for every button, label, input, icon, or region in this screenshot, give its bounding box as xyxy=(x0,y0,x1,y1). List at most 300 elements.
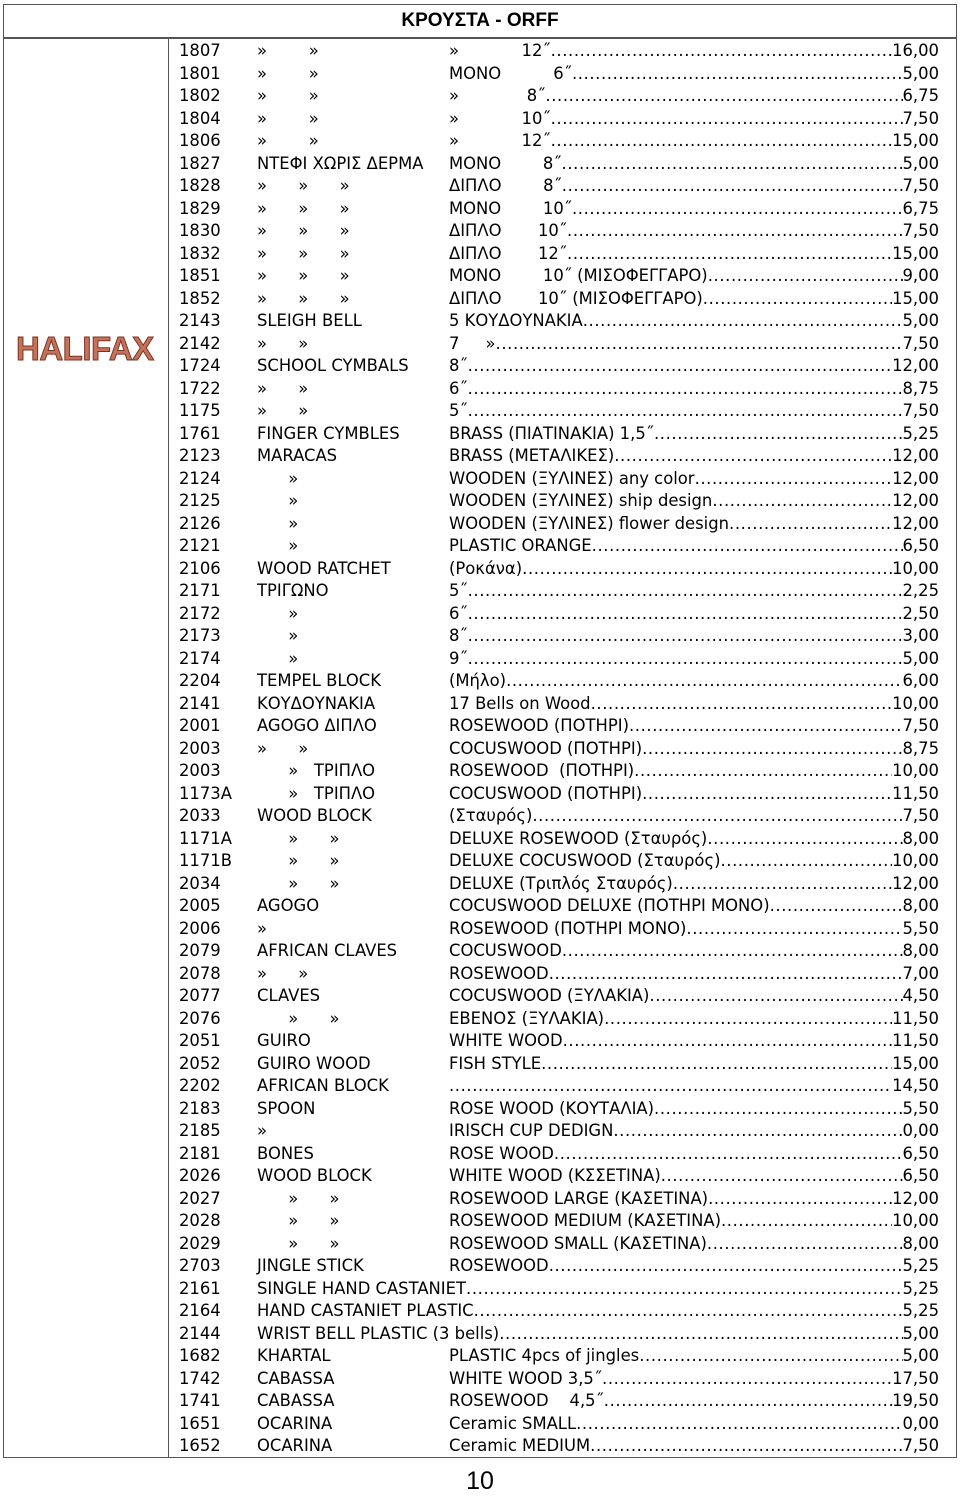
item-name: WOOD RATCHET xyxy=(257,558,391,578)
price-row xyxy=(179,513,939,536)
item-price: 12,00 xyxy=(892,356,939,375)
item-name: » » xyxy=(257,63,319,83)
item-description: 9˝ xyxy=(449,648,468,668)
halifax-logo: HALIFAX xyxy=(16,330,154,367)
price-row xyxy=(179,1075,939,1098)
dot-leader xyxy=(613,1120,902,1143)
item-price: 7,50 xyxy=(902,333,939,353)
dot-leader xyxy=(551,108,903,131)
item-description: ROSEWOOD SMALL (ΚΑΣΕΤΙΝΑ) xyxy=(449,1233,707,1253)
item-code: 2164 xyxy=(179,1301,221,1320)
dot-leader xyxy=(554,1143,903,1166)
price-row xyxy=(179,108,939,131)
price-row xyxy=(179,400,939,423)
dot-leader xyxy=(572,198,903,221)
item-price: 5,00 xyxy=(902,1346,939,1365)
item-name: » xyxy=(257,918,268,938)
item-code: 1801 xyxy=(179,63,221,83)
price-row xyxy=(179,558,939,581)
price-row xyxy=(179,828,939,851)
item-name: CABASSA xyxy=(257,1391,335,1410)
dot-leader xyxy=(545,85,902,108)
dot-leader xyxy=(468,400,903,423)
item-description: ΕΒΕΝΟΣ (ΞΥΛΑΚΙΑ) xyxy=(449,1008,605,1028)
item-name: ΚΟΥΔΟΥΝΑΚΙΑ xyxy=(257,693,376,713)
item-name: WRIST BELL PLASTIC (3 bells) xyxy=(257,1323,500,1343)
item-description: ROSEWOOD MEDIUM (ΚΑΣΕΤΙΝΑ) xyxy=(449,1211,721,1230)
dot-leader xyxy=(721,1210,892,1233)
item-price: 12,00 xyxy=(892,1188,939,1208)
item-price: 6,75 xyxy=(902,198,939,218)
item-price: 3,00 xyxy=(902,626,939,645)
price-row xyxy=(179,1323,939,1346)
item-price: 4,50 xyxy=(902,986,939,1005)
price-row xyxy=(179,468,939,491)
item-description: ΜΟΝΟ 6˝ xyxy=(449,63,572,83)
price-row xyxy=(179,490,939,513)
item-description: COCUSWOOD (ΠΟΤΗΡΙ) xyxy=(449,738,643,758)
price-row xyxy=(179,535,939,558)
item-price: 7,50 xyxy=(902,1436,939,1455)
item-code: 2079 xyxy=(179,941,221,960)
item-code: 2078 xyxy=(179,963,221,983)
item-description: COCUSWOOD (ΞΥΛΑΚΙΑ) xyxy=(449,986,650,1005)
item-code: 2051 xyxy=(179,1031,221,1050)
dot-leader xyxy=(770,895,903,918)
dot-leader xyxy=(551,130,892,153)
dot-leader xyxy=(654,1098,902,1121)
item-price: 7,50 xyxy=(902,806,939,825)
item-code: 2126 xyxy=(179,513,221,533)
item-description: ROSEWOOD 4,5˝ xyxy=(449,1391,604,1410)
item-code: 2173 xyxy=(179,626,221,645)
item-name: WOOD BLOCK xyxy=(257,1166,372,1185)
header-title: ΚΡΟΥΣΤΑ - ORFF xyxy=(401,10,559,31)
dot-leader xyxy=(614,445,892,468)
item-price: 5,00 xyxy=(902,153,939,173)
item-code: 1741 xyxy=(179,1391,221,1410)
item-name: » xyxy=(257,491,299,510)
dot-leader xyxy=(468,603,903,626)
price-row xyxy=(179,1413,939,1436)
price-row xyxy=(179,918,939,941)
item-code: 2141 xyxy=(179,693,221,713)
price-row xyxy=(179,265,939,288)
price-row xyxy=(179,940,939,963)
item-price: 0,00 xyxy=(902,1121,939,1140)
item-price: 6,50 xyxy=(902,536,939,555)
dot-leader xyxy=(703,288,892,311)
dot-leader xyxy=(590,1435,902,1458)
item-price: 8,75 xyxy=(902,738,939,758)
item-code: 1829 xyxy=(179,198,221,218)
dot-leader xyxy=(673,873,892,896)
item-price: 10,00 xyxy=(892,1211,939,1230)
item-price: 8,00 xyxy=(902,896,939,915)
item-description: (Ροκάνα) xyxy=(449,558,523,578)
item-description: ΔΙΠΛΟ 10˝ (ΜΙΣΟΦΕΓΓΑΡΟ) xyxy=(449,288,703,308)
item-price: 15,00 xyxy=(892,1053,939,1073)
item-code: 2005 xyxy=(179,896,221,915)
item-code: 1171B xyxy=(179,851,232,870)
dot-leader xyxy=(629,715,903,738)
item-name: » » xyxy=(257,1008,340,1028)
item-price: 5,25 xyxy=(902,1278,939,1298)
item-description: ROSE WOOD (ΚΟΥΤΑΛΙΑ) xyxy=(449,1098,655,1118)
item-price: 8,00 xyxy=(902,828,939,848)
dot-leader xyxy=(468,580,903,603)
item-price: 17,50 xyxy=(892,1368,939,1388)
price-row xyxy=(179,198,939,221)
price-row xyxy=(179,1435,939,1458)
item-name: SLEIGH BELL xyxy=(257,311,362,330)
price-row xyxy=(179,423,939,446)
item-code: 2174 xyxy=(179,648,221,668)
price-row xyxy=(179,85,939,108)
item-code: 2183 xyxy=(179,1098,221,1118)
item-name: MARACAS xyxy=(257,446,338,465)
price-row xyxy=(179,1345,939,1368)
dot-leader xyxy=(567,220,902,243)
item-name: » » xyxy=(257,333,309,353)
item-price: 11,50 xyxy=(892,1031,939,1050)
item-description: (Σταυρός) xyxy=(449,806,533,825)
item-name: ΤΡΙΓΩΝΟ xyxy=(257,581,329,600)
item-code: 1832 xyxy=(179,243,221,263)
item-name: CLAVES xyxy=(257,986,321,1005)
price-row xyxy=(179,288,939,311)
item-price: 6,50 xyxy=(902,1166,939,1185)
item-code: 1802 xyxy=(179,86,221,105)
item-code: 2106 xyxy=(179,558,221,578)
item-description: 5˝ xyxy=(449,401,468,420)
item-name: » xyxy=(257,648,299,668)
item-description: WOODEN (ΞΥΛΙΝΕΣ) ship design xyxy=(449,491,713,510)
item-code: 2076 xyxy=(179,1008,221,1028)
item-name: » » xyxy=(257,1188,340,1208)
item-name: » xyxy=(257,1121,268,1140)
item-price: 2,25 xyxy=(902,581,939,600)
item-name: » xyxy=(257,536,299,555)
item-name: » » xyxy=(257,963,309,983)
item-price: 5,25 xyxy=(902,423,939,443)
dot-leader xyxy=(468,648,903,671)
item-description: WOODEN (ΞΥΛΙΝΕΣ) any color xyxy=(449,468,695,488)
item-name: » » xyxy=(257,1211,340,1230)
item-name: BONES xyxy=(257,1143,314,1163)
price-row xyxy=(179,355,939,378)
dot-leader xyxy=(468,378,903,401)
item-description: ΔΙΠΛΟ 8˝ xyxy=(449,176,562,195)
dot-leader xyxy=(551,40,892,63)
item-name: » » xyxy=(257,828,340,848)
item-code: 1804 xyxy=(179,108,221,128)
price-row xyxy=(179,693,939,716)
item-name: WOOD BLOCK xyxy=(257,806,372,825)
dot-leader xyxy=(661,1165,903,1188)
item-description: DELUXE COCUSWOOD (Σταυρός) xyxy=(449,851,721,870)
price-row xyxy=(179,153,939,176)
item-code: 1828 xyxy=(179,176,221,195)
item-price: 5,00 xyxy=(902,648,939,668)
item-price: 10,00 xyxy=(892,558,939,578)
item-code: 2033 xyxy=(179,806,221,825)
item-description: BRASS (ΠΙΑΤΙΝΑΚΙΑ) 1,5˝ xyxy=(449,423,654,443)
item-name: AGOGO xyxy=(257,896,320,915)
item-name: GUIRO xyxy=(257,1031,311,1050)
item-price: 5,00 xyxy=(902,63,939,83)
item-description: WHITE WOOD 3,5˝ xyxy=(449,1368,603,1388)
item-price: 7,50 xyxy=(902,176,939,195)
item-name: » xyxy=(257,468,299,488)
item-description: ROSEWOOD (ΠΟΤΗΡΙ ΜΟΝΟ) xyxy=(449,918,687,938)
price-row xyxy=(179,1233,939,1256)
item-description: » 8˝ xyxy=(449,86,546,105)
item-price: 7,50 xyxy=(902,108,939,128)
item-code: 1173A xyxy=(179,783,232,803)
item-description: WHITE WOOD (ΚΣΣΕΤΙΝΑ) xyxy=(449,1166,661,1185)
item-code: 2202 xyxy=(179,1076,221,1095)
item-price: 6,75 xyxy=(902,86,939,105)
item-code: 1682 xyxy=(179,1346,221,1365)
item-code: 1652 xyxy=(179,1436,221,1455)
price-row xyxy=(179,40,939,63)
item-name: GUIRO WOOD xyxy=(257,1053,371,1073)
dot-leader xyxy=(562,940,903,963)
item-price: 15,00 xyxy=(892,131,939,150)
dot-leader xyxy=(466,1278,902,1301)
price-row xyxy=(179,1143,939,1166)
item-price: 5,00 xyxy=(902,311,939,330)
item-code: 1722 xyxy=(179,378,221,398)
item-description: 8˝ xyxy=(449,626,468,645)
price-row xyxy=(179,1278,939,1301)
item-code: 1851 xyxy=(179,266,221,285)
item-name: TEMPEL BLOCK xyxy=(257,671,381,690)
dot-leader xyxy=(474,1300,903,1323)
item-description: COCUSWOOD (ΠΟΤΗΡΙ) xyxy=(449,783,643,803)
item-code: 2121 xyxy=(179,536,221,555)
item-description: ΜΟΝΟ 8˝ xyxy=(449,153,562,173)
item-code: 1651 xyxy=(179,1413,221,1433)
item-price: 10,00 xyxy=(892,851,939,870)
dot-leader xyxy=(604,1008,892,1031)
price-row xyxy=(179,1300,939,1323)
item-name: » xyxy=(257,603,299,623)
dot-leader xyxy=(591,693,892,716)
item-description: ΔΙΠΛΟ 12˝ xyxy=(449,243,568,263)
item-description: ROSEWOOD (ΠΟΤΗΡΙ) xyxy=(449,761,635,780)
price-row xyxy=(179,1008,939,1031)
dot-leader xyxy=(642,738,902,761)
item-name: » » » xyxy=(257,266,350,285)
dot-leader xyxy=(468,625,903,648)
item-description: ΜΟΝΟ 10˝ (ΜΙΣΟΦΕΓΓΑΡΟ) xyxy=(449,266,708,285)
item-description: 6˝ xyxy=(449,378,468,398)
item-name: » » xyxy=(257,378,309,398)
item-code: 1742 xyxy=(179,1368,221,1388)
dot-leader xyxy=(602,1368,892,1391)
item-name: JINGLE STICK xyxy=(257,1256,364,1275)
item-code: 2204 xyxy=(179,671,221,690)
price-row xyxy=(179,895,939,918)
dot-leader xyxy=(562,153,903,176)
dot-leader xyxy=(449,1075,892,1098)
item-name: » » xyxy=(257,131,319,150)
item-description: FISH STYLE xyxy=(449,1053,542,1073)
item-code: 2001 xyxy=(179,716,221,735)
item-code: 2125 xyxy=(179,491,221,510)
dot-leader xyxy=(541,1053,892,1076)
item-code: 2144 xyxy=(179,1323,221,1343)
dot-leader xyxy=(506,670,902,693)
dot-leader xyxy=(549,963,903,986)
item-price: 16,00 xyxy=(892,41,939,60)
item-name: » ΤΡΙΠΛΟ xyxy=(257,761,376,780)
item-code: 2171 xyxy=(179,581,221,600)
price-row xyxy=(179,850,939,873)
price-row xyxy=(179,378,939,401)
dot-leader xyxy=(532,805,902,828)
item-code: 2052 xyxy=(179,1053,221,1073)
price-list xyxy=(179,40,939,1458)
item-name: » xyxy=(257,626,299,645)
dot-leader xyxy=(572,63,903,86)
item-price: 5,25 xyxy=(902,1301,939,1320)
price-row xyxy=(179,783,939,806)
item-description: ΜΟΝΟ 10˝ xyxy=(449,198,572,218)
price-row xyxy=(179,805,939,828)
item-price: 11,50 xyxy=(892,1008,939,1028)
dot-leader xyxy=(712,490,892,513)
item-code: 2034 xyxy=(179,873,221,893)
page-number: 10 xyxy=(466,1467,494,1495)
dot-leader xyxy=(695,468,893,491)
item-name: OCARINA xyxy=(257,1413,333,1433)
item-code: 2027 xyxy=(179,1188,221,1208)
item-description: ROSEWOOD LARGE (ΚΑΣΕΤΙΝΑ) xyxy=(449,1188,709,1208)
item-code: 1830 xyxy=(179,221,221,240)
item-description: 7 » xyxy=(449,333,496,353)
dot-leader xyxy=(686,918,902,941)
item-name: » » » xyxy=(257,221,350,240)
item-code: 1175 xyxy=(179,401,221,420)
item-code: 1827 xyxy=(179,153,221,173)
item-name: FINGER CYMBLES xyxy=(257,423,400,443)
item-description: 5 ΚΟΥΔΟΥΝΑΚΙΑ xyxy=(449,311,583,330)
item-description: » 12˝ xyxy=(449,41,551,60)
item-price: 5,00 xyxy=(902,1323,939,1343)
item-price: 15,00 xyxy=(892,243,939,263)
item-name: CABASSA xyxy=(257,1368,335,1388)
item-price: 7,50 xyxy=(902,221,939,240)
price-row xyxy=(179,445,939,468)
item-price: 12,00 xyxy=(892,513,939,533)
item-name: SINGLE HAND CASTANIET xyxy=(257,1278,467,1298)
price-row xyxy=(179,985,939,1008)
price-row xyxy=(179,1390,939,1413)
item-description: 8˝ xyxy=(449,356,468,375)
item-code: 2172 xyxy=(179,603,221,623)
item-price: 8,00 xyxy=(902,1233,939,1253)
item-price: 12,00 xyxy=(892,491,939,510)
price-row xyxy=(179,1030,939,1053)
dot-leader xyxy=(522,558,892,581)
item-name: » xyxy=(257,513,299,533)
dot-leader xyxy=(549,1255,903,1278)
item-description: ROSEWOOD xyxy=(449,963,549,983)
dot-leader xyxy=(729,513,892,536)
item-price: 9,00 xyxy=(902,266,939,285)
item-price: 8,00 xyxy=(902,941,939,960)
item-name: » » xyxy=(257,86,319,105)
item-name: » » xyxy=(257,738,309,758)
item-price: 5,50 xyxy=(902,1098,939,1118)
item-code: 2003 xyxy=(179,738,221,758)
item-name: ΝΤΕΦΙ ΧΩΡΙΣ ΔΕΡΜΑ xyxy=(257,153,424,173)
item-code: 2077 xyxy=(179,986,221,1005)
price-row xyxy=(179,333,939,356)
item-description: WHITE WOOD xyxy=(449,1031,563,1050)
item-description: ROSEWOOD (ΠΟΤΗΡΙ) xyxy=(449,716,629,735)
price-row xyxy=(179,175,939,198)
item-price: 10,00 xyxy=(892,761,939,780)
item-price: 11,50 xyxy=(892,783,939,803)
item-name: SPOON xyxy=(257,1098,316,1118)
dot-leader xyxy=(708,1188,892,1211)
item-description: 6˝ xyxy=(449,603,468,623)
item-code: 2142 xyxy=(179,333,221,353)
item-name: » » » xyxy=(257,198,350,218)
item-name: » » xyxy=(257,108,319,128)
price-row xyxy=(179,963,939,986)
item-description: Ceramic SMALL xyxy=(449,1413,577,1433)
item-price: 15,00 xyxy=(892,288,939,308)
item-price: 5,25 xyxy=(902,1256,939,1275)
item-price: 0,00 xyxy=(902,1413,939,1433)
item-code: 2161 xyxy=(179,1278,221,1298)
item-price: 12,00 xyxy=(892,873,939,893)
item-code: 2006 xyxy=(179,918,221,938)
dot-leader xyxy=(496,333,903,356)
item-price: 6,00 xyxy=(902,671,939,690)
item-name: KHARTAL xyxy=(257,1346,331,1365)
item-description: » 10˝ xyxy=(449,108,551,128)
item-description: IRISCH CUP DEDIGN xyxy=(449,1121,614,1140)
item-code: 2003 xyxy=(179,761,221,780)
item-name: AFRICAN BLOCK xyxy=(257,1076,389,1095)
item-code: 1761 xyxy=(179,423,221,443)
price-row xyxy=(179,603,939,626)
item-description: » 12˝ xyxy=(449,131,551,150)
item-description: ROSE WOOD xyxy=(449,1143,554,1163)
item-price: 12,00 xyxy=(892,468,939,488)
item-code: 2181 xyxy=(179,1143,221,1163)
item-code: 1724 xyxy=(179,356,221,375)
price-row xyxy=(179,580,939,603)
item-code: 1171A xyxy=(179,828,232,848)
item-description: COCUSWOOD xyxy=(449,941,562,960)
item-price: 14,50 xyxy=(892,1076,939,1095)
dot-leader xyxy=(562,175,903,198)
item-description: ΔΙΠΛΟ 10˝ xyxy=(449,221,568,240)
item-code: 2143 xyxy=(179,311,221,330)
price-row xyxy=(179,243,939,266)
item-name: » » xyxy=(257,41,319,60)
item-name: » » xyxy=(257,1233,340,1253)
dot-leader xyxy=(604,1390,892,1413)
item-price: 12,00 xyxy=(892,446,939,465)
